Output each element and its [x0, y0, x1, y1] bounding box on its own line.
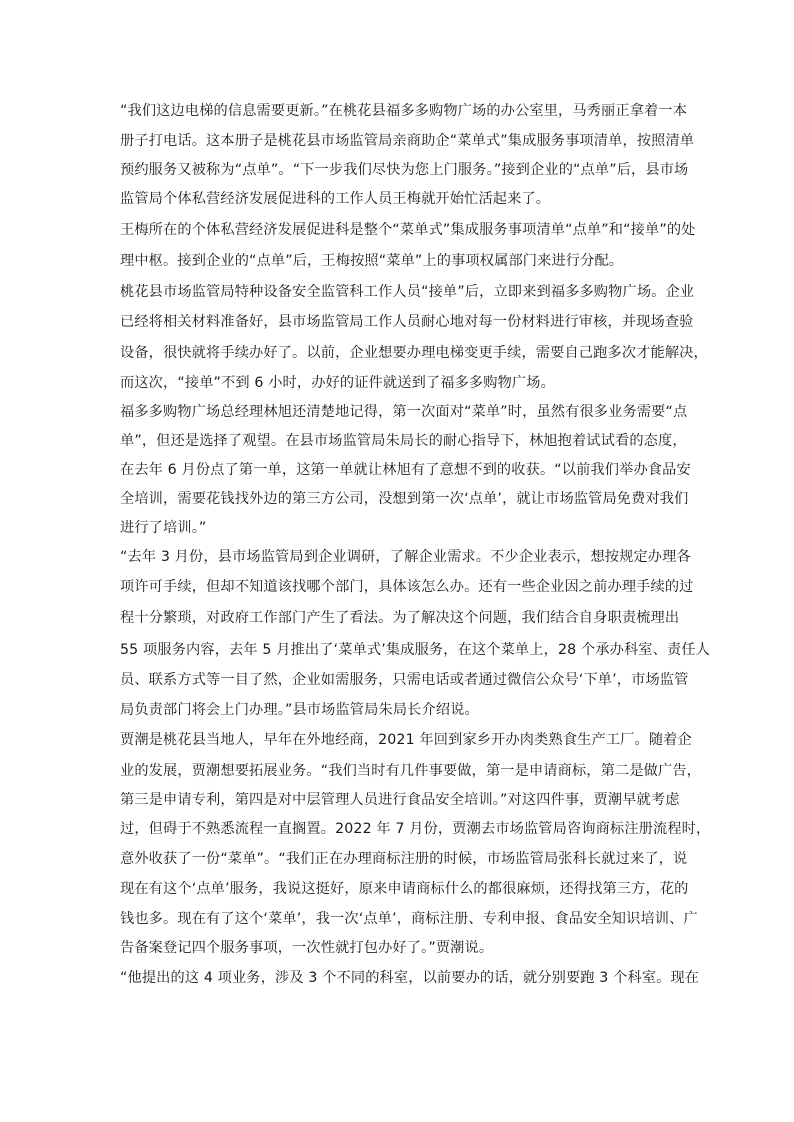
text-line: 程十分繁琐，对政府工作部门产生了看法。为了解决这个问题，我们结合自身职责梳理出 — [120, 610, 680, 626]
text-line: “去年 3 月份，县市场监管局到企业调研，了解企业需求。不少企业表示，想按规定办理各 — [120, 549, 691, 565]
text-line: 在去年 6 月份点了第一单，这第一单就让林旭有了意想不到的收获。“以前我们举办食品安 — [120, 462, 691, 478]
text-line: 单”，但还是选择了观望。在县市场监管局朱局长的耐心指导下，林旭抱着试试看的态度， — [120, 433, 687, 449]
text-line: “他提出的这 4 项业务，涉及 3 个不同的科室，以前要办的话，就分别要跑 3 个科室。现在 — [120, 970, 700, 986]
text-line: 钱也多。现在有了这个‘菜单’，我一次‘点单’，商标注册、专利申报、食品安全知识培训、广 — [120, 911, 698, 927]
text-line: 桃花县市场监管局特种设备安全监管科工作人员“接单”后，立即来到福多多购物广场。企业 — [120, 284, 695, 300]
text-line: 监管局个体私营经济发展促进科的工作人员王梅就开始忙活起来了。 — [120, 191, 551, 207]
text-line: 55 项服务内容，去年 5 月推出了‘菜单式’集成服务，在这个菜单上，28 个承办科室、责任人 — [120, 642, 710, 658]
text-line: 全培训，需要花钱找外边的第三方公司，没想到第一次‘点单’，就让市场监管局免费对我们 — [120, 491, 689, 507]
text-line: 业的发展，贾潮想要拓展业务。“我们当时有几件事要做，第一是申请商标，第二是做广告， — [120, 763, 702, 779]
text-line: 理中枢。接到企业的“点单”后，王梅按照“菜单”上的事项权属部门来进行分配。 — [120, 253, 624, 269]
text-line: 王梅所在的个体私营经济发展促进科是整个“菜单式”集成服务事项清单“点单”和“接单”的处 — [120, 222, 696, 238]
text-line: 册子打电话。这本册子是桃花县市场监管局亲商助企“菜单式”集成服务事项清单，按照清单 — [120, 133, 695, 149]
text-line: 现在有这个‘点单’服务，我说这挺好，原来申请商标什么的都很麻烦，还得找第三方，花的 — [120, 881, 689, 897]
text-line: 进行了培训。” — [120, 520, 207, 536]
text-line: 意外收获了一份“菜单”。“我们正在办理商标注册的时候，市场监管局张科长就过来了，说 — [120, 851, 688, 867]
text-line: 过，但碍于不熟悉流程一直搁置。2022 年 7 月份，贾潮去市场监管局咨询商标注册流程时， — [120, 821, 711, 837]
text-line: 局负责部门将会上门办理。”县市场监管局朱局长介绍说。 — [120, 702, 479, 718]
text-line: 已经将相关材料准备好，县市场监管局工作人员耐心地对每一份材料进行审核，并现场查验 — [120, 314, 694, 330]
text-line: 第三是申请专利，第四是对中层管理人员进行食品安全培训。”对这四件事，贾潮早就考虑 — [120, 792, 680, 808]
text-line: “我们这边电梯的信息需要更新。”在桃花县福多多购物广场的办公室里，马秀丽正拿着一本 — [120, 103, 688, 119]
text-line: 福多多购物广场总经理林旭还清楚地记得，第一次面对“菜单”时，虽然有很多业务需要“点 — [120, 404, 688, 420]
text-line: 预约服务又被称为“点单”。“下一步我们尽快为您上门服务。”接到企业的“点单”后，县市场 — [120, 162, 689, 178]
text-line: 设备，很快就将手续办好了。以前，企业想要办理电梯变更手续，需要自己跑多次才能解决， — [120, 345, 708, 361]
text-line: 而这次，“接单”不到 6 小时，办好的证件就送到了福多多购物广场。 — [120, 375, 555, 391]
text-line: 员、联系方式等一目了然，企业如需服务，只需电话或者通过微信公众号‘下单’，市场监管 — [120, 672, 689, 688]
text-line: 项许可手续，但却不知道该找哪个部门，具体该怎么办。还有一些企业因之前办理手续的过 — [120, 579, 694, 595]
text-line: 告备案登记四个服务事项，一次性就打包办好了。”贾潮说。 — [120, 940, 494, 956]
text-line: 贾潮是桃花县当地人，早年在外地经商，2021 年回到家乡开办肉类熟食生产工厂。随着企 — [120, 732, 692, 748]
